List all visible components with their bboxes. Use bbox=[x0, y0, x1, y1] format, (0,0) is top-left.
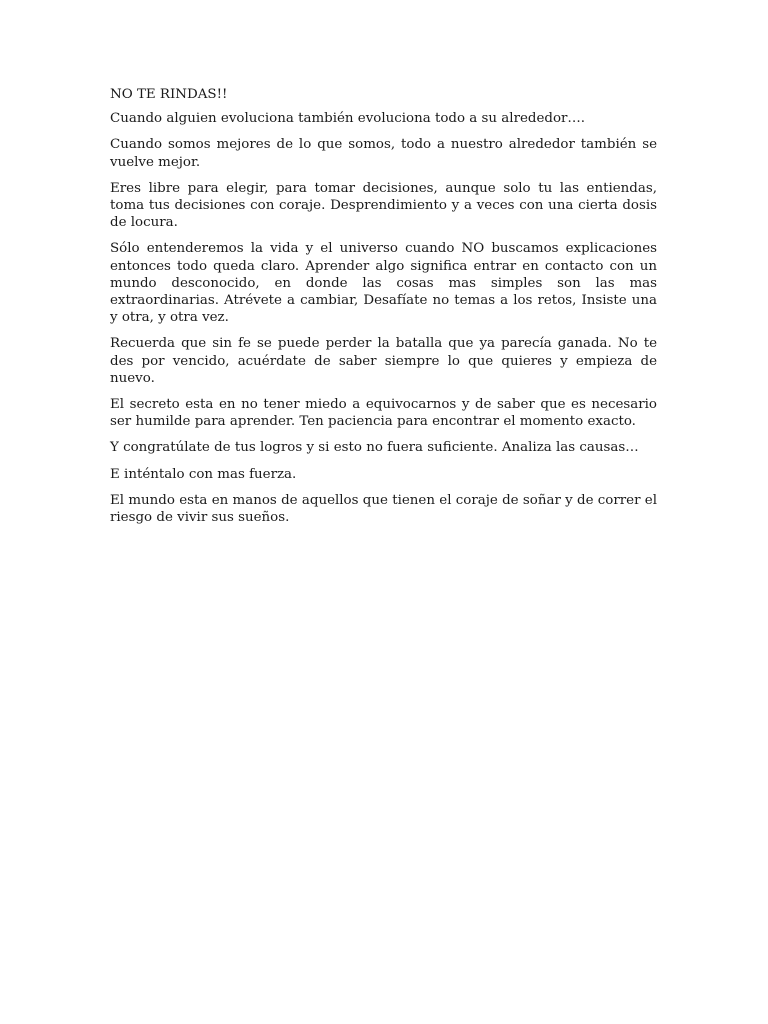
paragraph: El secreto esta en no tener miedo a equivocarnos y de saber que es necesario ser humilde para aprender. Ten paciencia para encontrar el momento exacto. bbox=[110, 397, 657, 430]
paragraph: Eres libre para elegir, para tomar decisiones, aunque solo tu las entiendas, toma tus decisiones con coraje. Desprendimiento y a veces con una cierta dosis de locura. bbox=[110, 180, 657, 231]
paragraph: Cuando alguien evoluciona también evoluciona todo a su alrededor…. bbox=[110, 111, 586, 127]
document-page bbox=[110, 86, 657, 535]
document-title: NO TE RINDAS!! bbox=[110, 87, 228, 102]
paragraph: El mundo esta en manos de aquellos que tienen el coraje de soñar y de correr el riesgo de vivir sus sueños. bbox=[110, 492, 657, 526]
paragraph: E inténtalo con mas fuerza. bbox=[110, 466, 297, 482]
paragraph: Cuando somos mejores de lo que somos, todo a nuestro alrededor también se vuelve mejor. bbox=[110, 137, 657, 170]
paragraph: Sólo entenderemos la vida y el universo cuando NO buscamos explicaciones entonces todo queda claro. Aprender algo significa entrar en contacto con un mundo desconocido, en donde las cosas mas simples son las mas extraordinarias. Atrévete a cambiar, Desafíate no temas a los retos, Insiste una y otra, y otra vez. bbox=[110, 241, 657, 326]
paragraph: Recuerda que sin fe se puede perder la batalla que ya parecía ganada. No te des por vencido, acuérdate de saber siempre lo que quieres y empieza de nuevo. bbox=[110, 336, 657, 386]
paragraph: Y congratúlate de tus logros y si esto no fuera suficiente. Analiza las causas… bbox=[110, 440, 639, 456]
